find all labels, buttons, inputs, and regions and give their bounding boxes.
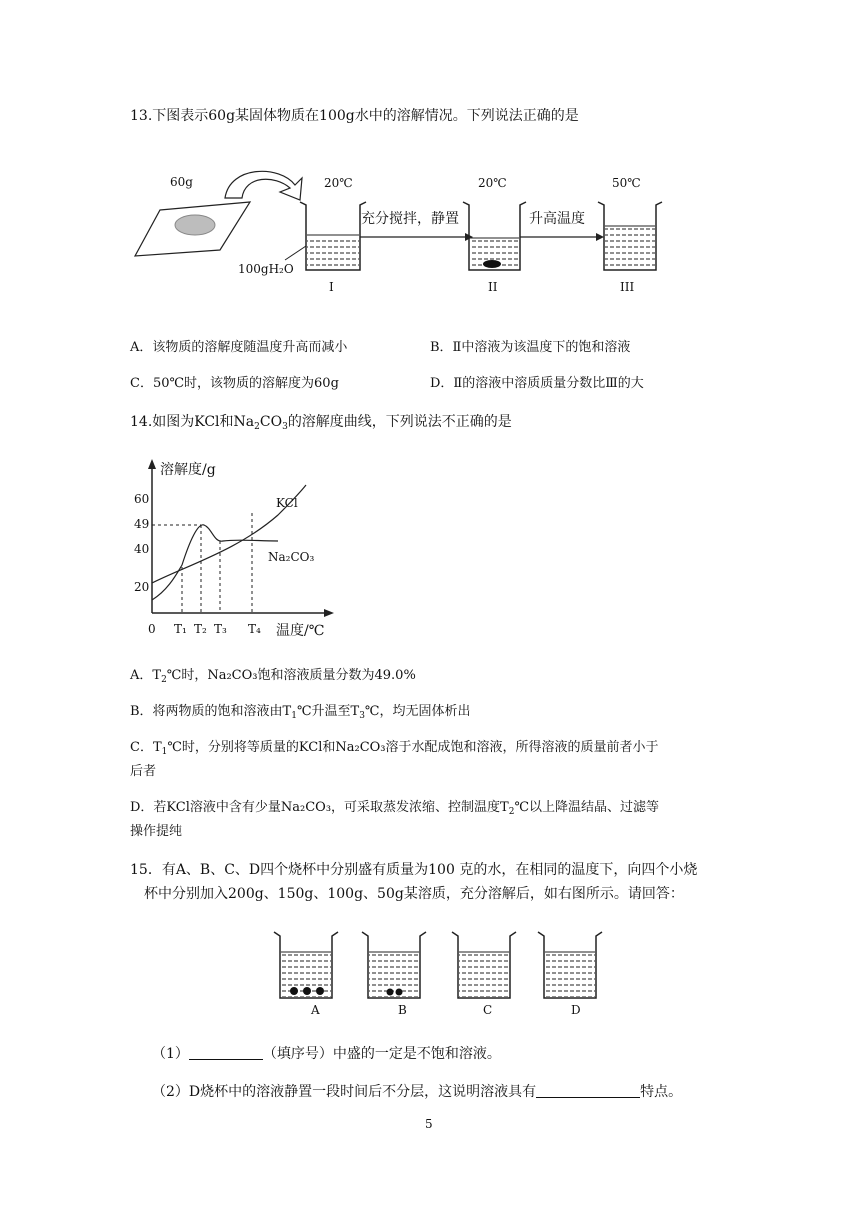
answer-blank-1[interactable]: [189, 1045, 263, 1060]
ytick-40: 40: [134, 542, 150, 556]
page-number: 5: [425, 1117, 433, 1131]
q15-beakers: [270, 928, 610, 1018]
beaker-b: [362, 932, 426, 998]
water-label: 100gH₂O: [238, 262, 294, 276]
beaker-d: [538, 932, 602, 998]
mass-label: 60g: [170, 175, 193, 189]
step-label-2: 升高温度: [529, 211, 585, 227]
q13-option-d: D．Ⅱ的溶液中溶质质量分数比Ⅲ的大: [430, 376, 644, 391]
q13-option-b: B．Ⅱ中溶液为该温度下的饱和溶液: [430, 340, 631, 355]
q15-stem-line2: 杯中分别加入200g、150g、100g、50g某溶质，充分溶解后，如右图所示。请回答：: [144, 886, 684, 902]
beaker-label-b: B: [398, 1003, 407, 1017]
undissolved-solid: [483, 260, 501, 268]
beaker-label-a: A: [311, 1003, 320, 1017]
beaker-label-c: C: [483, 1003, 493, 1017]
xtick-t4: T₄: [248, 622, 261, 636]
xtick-t3: T₃: [214, 622, 227, 636]
beaker-label-d: D: [571, 1003, 581, 1017]
na2co3-curve: [152, 525, 278, 600]
q14-stem: 14.如图为KCl和$Na_2CO_3$的溶解度曲线，下列说法不正确的是: [130, 414, 512, 432]
q14-option-c-line2: 后者: [130, 764, 157, 779]
chart-origin: 0: [148, 622, 156, 636]
q15-sub1: （1） （填序号）中盛的一定是不饱和溶液。: [152, 1046, 501, 1062]
step-label-1: 充分搅拌，静置: [361, 211, 459, 227]
xtick-t1: T₁: [174, 622, 187, 636]
answer-blank-2[interactable]: [536, 1083, 640, 1098]
series-label-kcl: KCl: [276, 496, 298, 510]
ytick-60: 60: [134, 492, 150, 506]
temp-label-3: 50℃: [612, 176, 641, 190]
series-label-na2co3: Na₂CO₃: [268, 550, 315, 564]
q14-option-c-line1: C．$T_1℃$时，分别将等质量的KCl和Na₂CO₃溶于水配成饱和溶液，所得溶液的质量前者小于: [130, 740, 659, 757]
ytick-20: 20: [134, 580, 150, 594]
beaker-2: [463, 202, 526, 270]
ytick-49: 49: [134, 517, 150, 531]
q13-option-c: C．50℃时，该物质的溶解度为60g: [130, 376, 339, 391]
q14-option-d-line1: D．若KCl溶液中含有少量Na₂CO₃，可采取蒸发浓缩、控制温度$T_2℃$以上降温结晶、过滤等: [130, 800, 659, 817]
q15-stem-line1: 15．有A、B、C、D四个烧杯中分别盛有质量为100 克的水，在相同的温度下，向四个小烧: [130, 862, 698, 878]
chart-ylabel: 溶解度/g: [160, 462, 216, 478]
beaker-a: [274, 932, 338, 998]
q14-option-d-line2: 操作提纯: [130, 824, 183, 839]
beaker-c: [452, 932, 516, 998]
powder-pile: [175, 215, 215, 235]
q13-option-a: A．该物质的溶解度随温度升高而减小: [130, 340, 348, 355]
q13-stem: 13.下图表示60g某固体物质在100g水中的溶解情况。下列说法正确的是: [130, 108, 579, 124]
beaker-label-1: I: [329, 280, 334, 294]
q15-sub2: （2）D烧杯中的溶液静置一段时间后不分层，这说明溶液具有 特点。: [152, 1084, 683, 1100]
q14-option-b: B．将两物质的饱和溶液由$T_1℃$升温至$T_3℃$，均无固体析出: [130, 704, 471, 721]
pour-arrow: [225, 171, 302, 200]
water-pointer: [285, 246, 306, 260]
temp-label-2: 20℃: [478, 176, 507, 190]
temp-label-1: 20℃: [324, 176, 353, 190]
beaker-3: [598, 202, 662, 270]
beaker-1: [300, 202, 366, 270]
chart-xlabel: 温度/℃: [276, 623, 325, 639]
solubility-chart: [128, 455, 368, 645]
beaker-label-2: II: [488, 280, 498, 294]
q14-option-a: A．$T_2℃$时，Na₂CO₃饱和溶液质量分数为49.0%: [130, 668, 416, 685]
xtick-t2: T₂: [194, 622, 207, 636]
beaker-label-3: III: [620, 280, 635, 294]
